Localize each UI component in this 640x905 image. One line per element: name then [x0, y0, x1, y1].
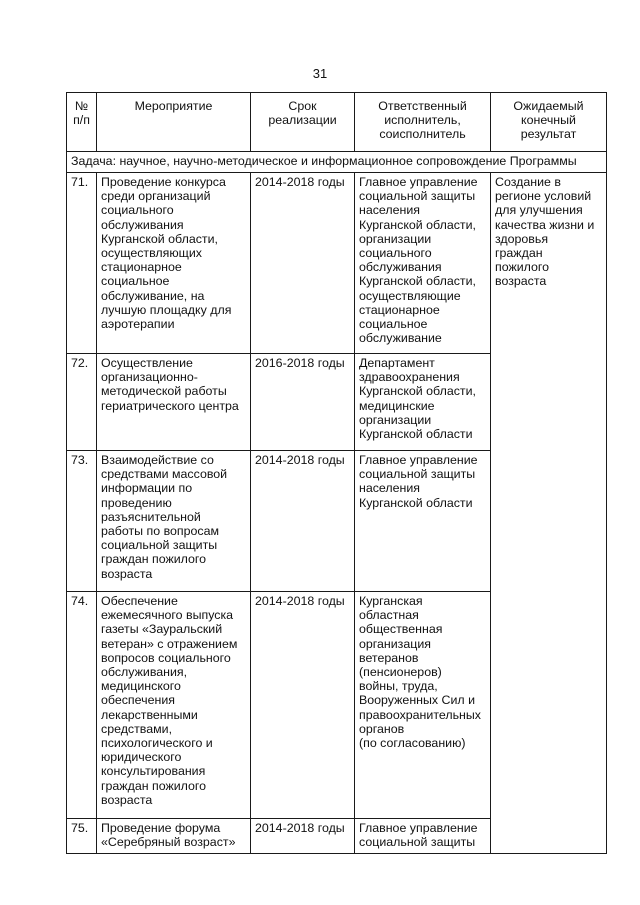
header-executor: Ответственный исполнитель, соисполнитель [355, 93, 491, 152]
row-term: 2014-2018 годы [251, 173, 355, 354]
row-executor: Главное управление социальной защиты населения Курганской области [355, 451, 491, 592]
row-event: Проведение конкурса среди организаций социального обслуживания Курганской области, осуществляющих стационарное социальное обслуживание, на лучшую площадку для аэротерапии [97, 173, 251, 354]
page-number: 31 [312, 66, 328, 81]
task-title: Задача: научное, научно-методическое и информационное сопровождение Программы [67, 152, 607, 173]
row-executor: Главное управление социальной защиты населения Курганской области, организации социального обслуживания Курганской области, осуществляющие стационарное социальное обслуживание [355, 173, 491, 354]
header-result: Ожидаемый конечный результат [491, 93, 607, 152]
row-event: Проведение форума «Серебряный возраст» [97, 819, 251, 854]
expected-result: Создание в регионе условий для улучшения качества жизни и здоровья граждан пожилого возраста [491, 173, 607, 854]
row-executor: Главное управление социальной защиты [355, 819, 491, 854]
table-row [67, 173, 607, 354]
row-executor: Курганская областная общественная организация ветеранов (пенсионеров) войны, труда, Вооруженных Сил и правоохранительных органов (по согласованию) [355, 592, 491, 819]
task-row [67, 152, 607, 173]
header-num: № п/п [67, 93, 97, 152]
row-number: 74. [67, 592, 97, 819]
header-event: Мероприятие [97, 93, 251, 152]
row-event: Взаимодействие со средствами массовой информации по проведению разъяснительной работы по вопросам социальной защиты граждан пожилого возраста [97, 451, 251, 592]
row-term: 2016-2018 годы [251, 354, 355, 451]
row-number: 75. [67, 819, 97, 854]
row-term: 2014-2018 годы [251, 819, 355, 854]
header-term: Срок реализации [251, 93, 355, 152]
table-header-row [67, 93, 607, 152]
row-number: 72. [67, 354, 97, 451]
row-number: 71. [67, 173, 97, 354]
row-term: 2014-2018 годы [251, 592, 355, 819]
row-event: Осуществление организационно- методической работы гериатрического центра [97, 354, 251, 451]
program-measures-table [66, 92, 607, 854]
row-executor: Департамент здравоохранения Курганской области, медицинские организации Курганской области [355, 354, 491, 451]
row-number: 73. [67, 451, 97, 592]
row-event: Обеспечение ежемесячного выпуска газеты «Зауральский ветеран» с отражением вопросов социального обслуживания, медицинского обеспечения лекарственными средствами, психологического и юридического консультирования граждан пожилого возраста [97, 592, 251, 819]
row-term: 2014-2018 годы [251, 451, 355, 592]
